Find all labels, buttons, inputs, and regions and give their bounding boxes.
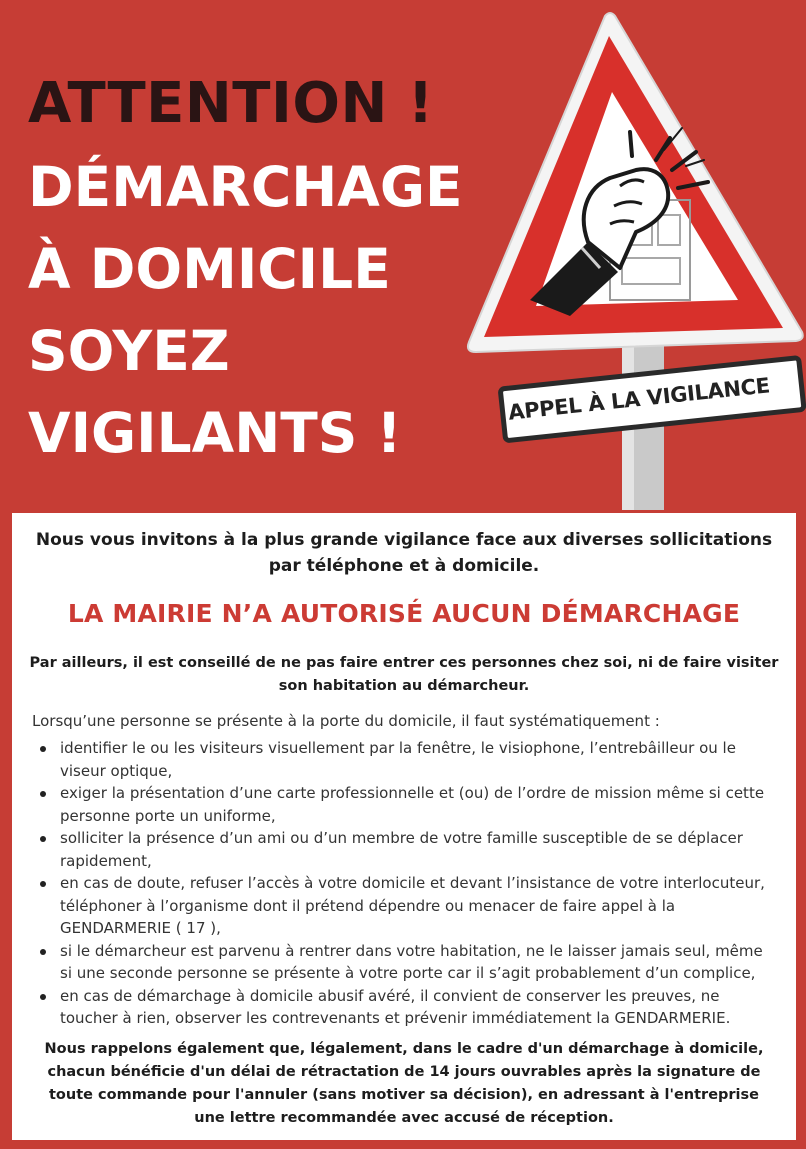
headline-demarchage: DÉMARCHAGE: [28, 155, 463, 219]
intro-line-1: Nous vous invitons à la plus grande vigilance face aux diverses sollicitations: [35, 530, 773, 550]
bullet-icon: [40, 791, 46, 797]
bullet-icon: [40, 949, 46, 955]
list-item: solliciter la présence d’un ami ou d’un membre de votre famille susceptible de se déplacer rapidement,: [32, 827, 786, 872]
headline-attention: ATTENTION !: [28, 71, 434, 136]
bullet-icon: [40, 746, 46, 752]
legal-reminder: [22, 1038, 786, 1130]
advice-line-2: son habitation au démarcheur.: [278, 678, 530, 694]
header-banner: [0, 0, 806, 512]
bullet-icon: [40, 836, 46, 842]
reminder-line-3: toute commande pour l'annuler (sans motiver sa décision), en adressant à l'entreprise: [49, 1087, 759, 1103]
list-item: en cas de démarchage à domicile abusif avéré, il convient de conserver les preuves, ne toucher à rien, observer les contrevenants et prévenir immédiatement la GENDARMERIE.: [32, 985, 786, 1030]
advice-text: [22, 652, 786, 698]
reminder-line-4: une lettre recommandée avec accusé de réception.: [194, 1110, 614, 1126]
intro-text: [22, 527, 786, 579]
intro-line-2: par téléphone et à domicile.: [268, 556, 540, 576]
headline-soyez: SOYEZ: [28, 319, 230, 383]
lead-text: Lorsqu’une personne se présente à la porte du domicile, il faut systématiquement :: [32, 712, 660, 730]
info-panel: [12, 513, 796, 1140]
advice-line-1: Par ailleurs, il est conseillé de ne pas faire entrer ces personnes chez soi, ni de faire visiter: [29, 655, 779, 671]
headline: [28, 62, 463, 474]
reminder-line-2: chacun bénéficie d'un délai de rétractation de 14 jours ouvrables après la signature de: [47, 1064, 761, 1080]
reminder-line-1: Nous rappelons également que, légalement, dans le cadre d'un démarchage à domicile,: [44, 1041, 764, 1057]
headline-vigilants: VIGILANTS !: [28, 401, 402, 465]
headline-a-domicile: À DOMICILE: [28, 237, 391, 301]
bullet-icon: [40, 994, 46, 1000]
list-item: identifier le ou les visiteurs visuellement par la fenêtre, le visiophone, l’entrebâilleur ou le viseur optique,: [32, 737, 786, 782]
list-item: en cas de doute, refuser l’accès à votre domicile et devant l’insistance de votre interlocuteur, téléphoner à l’organisme dont il prétend dépendre ou menacer de faire appel à la GENDARMERIE ( 17 ),: [32, 872, 786, 940]
advice-list: [32, 737, 786, 1030]
bullet-icon: [40, 881, 46, 887]
list-item: si le démarcheur est parvenu à rentrer dans votre habitation, ne le laisser jamais seul, même si une seconde personne se présente à votre porte car il s’agit probablement d’un complice,: [32, 940, 786, 985]
sign-label: APPEL À LA VIGILANCE: [507, 373, 771, 425]
list-item: exiger la présentation d’une carte professionnelle et (ou) de l’ordre de mission même si cette personne porte un uniforme,: [32, 782, 786, 827]
mairie-heading: LA MAIRIE N’A AUTORISÉ AUCUN DÉMARCHAGE: [67, 599, 741, 628]
